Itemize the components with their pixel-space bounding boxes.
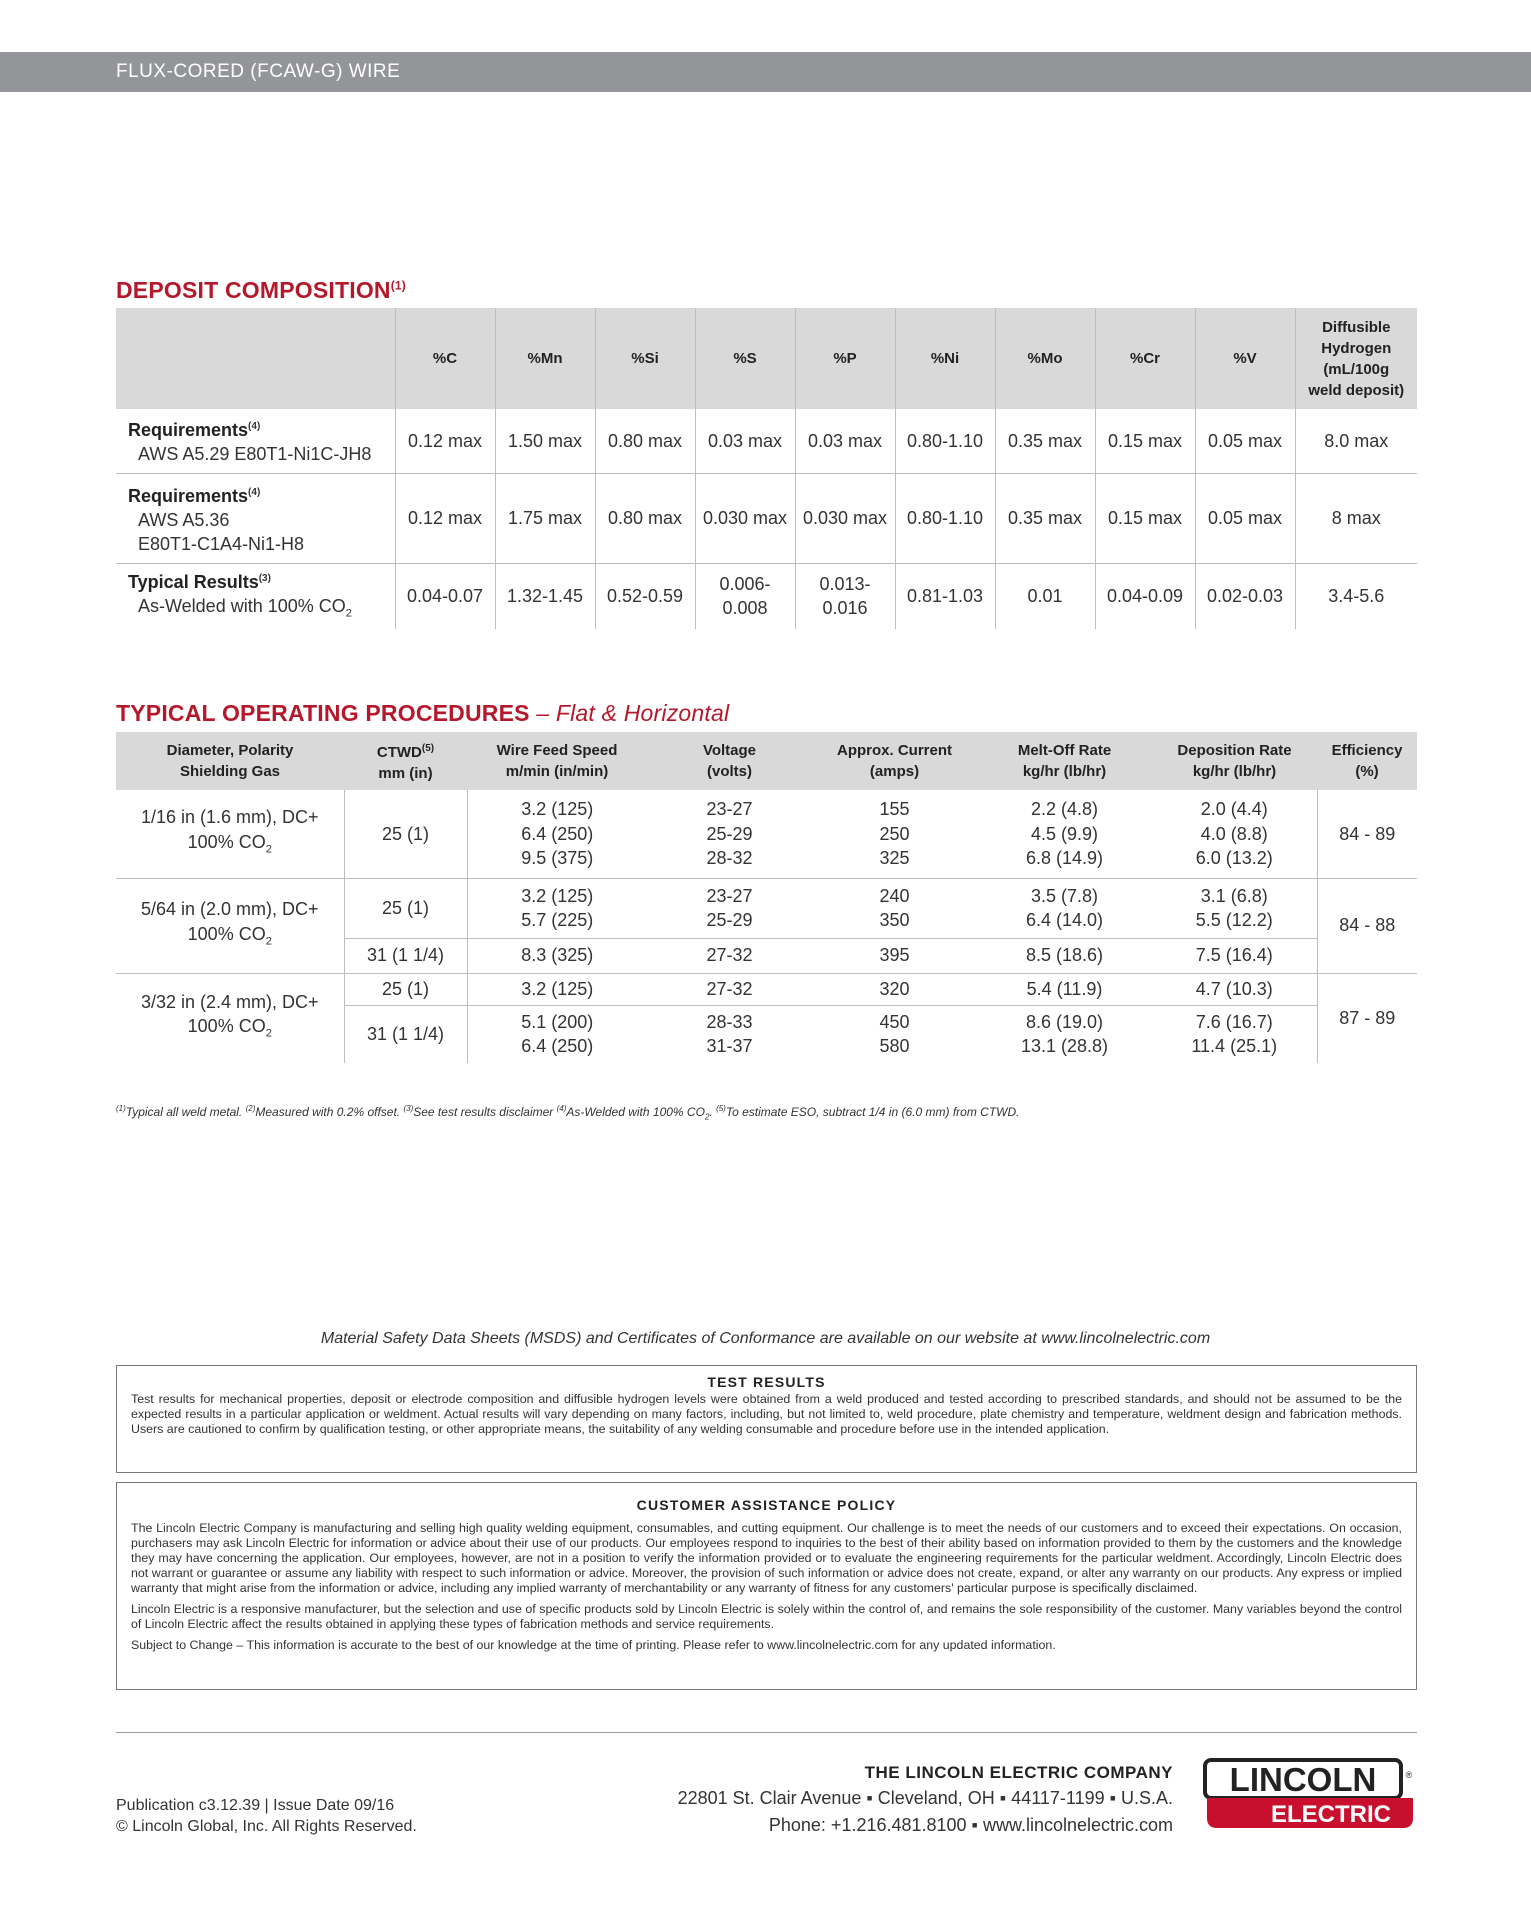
cell: 8.6 (19.0) 13.1 (28.8) xyxy=(977,1005,1152,1063)
cell: 8.5 (18.6) xyxy=(977,938,1152,973)
cell: 4.7 (10.3) xyxy=(1195,978,1273,999)
col-cr: %Cr xyxy=(1095,308,1195,409)
cell: 23-27 25-29 28-32 xyxy=(706,799,753,868)
col-p: %P xyxy=(795,308,895,409)
cell: 450 580 xyxy=(812,1005,977,1063)
diameter-cell: 3/32 in (2.4 mm), DC+ 100% $CO_2$ xyxy=(140,991,319,1041)
cell: 27-32 xyxy=(706,978,753,999)
policy-paragraph: Lincoln Electric is a responsive manufacturer, but the selection and use of specific products sold by Lincoln Electric is solely within the control of, and remains the sole responsibility of the customer. Many variables beyond the control of Lincoln Electric affect the results obtained in applying these types of fabrication methods and service requirements. xyxy=(131,1602,1402,1631)
cell: 3.5 (7.8) 6.4 (14.0) xyxy=(1025,885,1104,930)
cell: 2.2 (4.8) 4.5 (9.9) 6.8 (14.9) xyxy=(1025,799,1104,868)
col-ni: %Ni xyxy=(895,308,995,409)
cell: 3.2 (125) 5.7 (225) xyxy=(467,878,647,938)
cell: 0.12 max xyxy=(395,473,495,563)
cell: 5.4 (11.9) xyxy=(1026,978,1103,999)
table-row xyxy=(116,473,1417,563)
col-wfs: Wire Feed Speed m/min (in/min) xyxy=(467,732,647,790)
cell: 8.0 max xyxy=(1295,409,1417,473)
cell: 1.75 max xyxy=(495,473,595,563)
cell: 2.0 (4.4) 4.0 (8.8) 6.0 (13.2) xyxy=(1195,799,1273,868)
cell: 0.52-0.59 xyxy=(595,563,695,629)
cell: 0.03 max xyxy=(695,409,795,473)
col-si: %Si xyxy=(595,308,695,409)
cell: 0.35 max xyxy=(995,473,1095,563)
col-melt: Melt-Off Rate kg/hr (lb/hr) xyxy=(977,732,1152,790)
table-row xyxy=(116,878,1417,938)
cell: 0.02-0.03 xyxy=(1195,563,1295,629)
cell: 31 (1 1/4) xyxy=(344,938,467,973)
cell: 0.80-1.10 xyxy=(895,409,995,473)
col-diameter: Diameter, Polarity Shielding Gas xyxy=(116,732,344,790)
cell: 7.5 (16.4) xyxy=(1152,938,1317,973)
col-s: %S xyxy=(695,308,795,409)
cell: 155 250 325 xyxy=(879,799,910,868)
cell: 0.013- 0.016 xyxy=(795,563,895,629)
col-deposition: Deposition Rate kg/hr (lb/hr) xyxy=(1152,732,1317,790)
table-row xyxy=(116,790,1417,878)
cell: 0.01 xyxy=(995,563,1095,629)
logo-bottom-text: ELECTRIC xyxy=(1271,1801,1391,1828)
cell: 31 (1 1/4) xyxy=(344,1005,467,1063)
row-label: Typical Results$^{(3)}$ As-Welded with 100% $CO_2$ xyxy=(128,571,352,620)
cell: 0.030 max xyxy=(695,473,795,563)
test-results-box xyxy=(116,1365,1417,1473)
cell: 25 (1) xyxy=(344,878,467,938)
customer-policy-box xyxy=(116,1482,1417,1690)
customer-policy-title: CUSTOMER ASSISTANCE POLICY xyxy=(636,1497,897,1513)
cell: 0.35 max xyxy=(995,409,1095,473)
cell: 8 max xyxy=(1295,473,1417,563)
col-mn: %Mn xyxy=(495,308,595,409)
header-title: FLUX-CORED (FCAW-G) WIRE xyxy=(116,61,401,82)
diameter-cell: 5/64 in (2.0 mm), DC+ 100% $CO_2$ xyxy=(140,899,319,948)
cell: 3.1 (6.8) 5.5 (12.2) xyxy=(1195,885,1273,930)
cell: 0.80 max xyxy=(595,473,695,563)
cell: 28-33 31-37 xyxy=(647,1005,812,1063)
col-v: %V xyxy=(1195,308,1295,409)
col-voltage: Voltage (volts) xyxy=(647,732,812,790)
cell: 0.81-1.03 xyxy=(895,563,995,629)
footnotes: $^{(1)}$Typical all weld metal. $^{(2)}$Measured with 0.2% offset. $^{(3)}$See test results disclaimer $^{(4)}$As-Welded with 100% $CO_2$. $^{(5)}$To estimate ESO, subtract 1/4 in (6.0 mm) from CTWD. xyxy=(116,1104,1020,1122)
row-label: Requirements$^{(4)}$ AWS A5.29 E80T1-Ni1C-JH8 xyxy=(128,420,372,465)
header-bar xyxy=(0,52,1531,92)
col-c: %C xyxy=(395,308,495,409)
deposit-title: DEPOSIT COMPOSITION$^{(1)}$ xyxy=(116,277,406,303)
col-hydrogen: Diffusible Hydrogen (mL/100g weld deposit) xyxy=(1295,308,1417,409)
cell: 0.030 max xyxy=(795,473,895,563)
table-row xyxy=(116,409,1417,473)
col-ctwd: CTWD$^{(5)}$ mm (in) xyxy=(344,732,467,790)
procedures-table xyxy=(116,732,1417,1063)
cell: 8.3 (325) xyxy=(467,938,647,973)
cell: 0.04-0.09 xyxy=(1095,563,1195,629)
cell: 395 xyxy=(812,938,977,973)
logo-mark: ® xyxy=(1405,1770,1413,1780)
cell: 0.006- 0.008 xyxy=(695,563,795,629)
cell: 7.6 (16.7) 11.4 (25.1) xyxy=(1152,1005,1317,1063)
cell: 1.32-1.45 xyxy=(495,563,595,629)
divider xyxy=(116,1732,1417,1733)
diameter-cell: 1/16 in (1.6 mm), DC+ 100% $CO_2$ xyxy=(140,807,319,856)
test-results-text: Test results for mechanical properties, deposit or electrode composition and diffusible hydrogen levels were obtained from a weld produced and tested according to prescribed standards, and should not be assumed to be the expected results in a particular application or weldment. Actual results will vary depending on many factors, including, but not limited to, weld procedure, plate chemistry and temperature, weldment design and fabrication methods. Users are cautioned to confirm by qualification testing, or other appropriate means, the suitability of any welding consumable and procedure before use in the intended application. xyxy=(131,1392,1402,1436)
cell: 25 (1) xyxy=(344,790,467,878)
cell: 0.05 max xyxy=(1195,473,1295,563)
cell: 25 (1) xyxy=(344,973,467,1005)
row-label: Requirements$^{(4)}$ AWS A5.36 E80T1-C1A4-Ni1-H8 xyxy=(128,485,305,554)
cell: 84 - 88 xyxy=(1317,878,1417,973)
cell: 84 - 89 xyxy=(1317,790,1417,878)
cell: 5.1 (200) 6.4 (250) xyxy=(467,1005,647,1063)
policy-paragraph: Subject to Change – This information is accurate to the best of our knowledge at the time of printing. Please refer to www.lincolnelectric.com for any updated information. xyxy=(131,1638,1056,1652)
cell: 0.80-1.10 xyxy=(895,473,995,563)
procedures-title: TYPICAL OPERATING PROCEDURES – Flat & Horizontal xyxy=(116,700,730,726)
policy-paragraph: The Lincoln Electric Company is manufacturing and selling high quality welding equipment, consumables, and cutting equipment. Our challenge is to meet the needs of our customers and to exceed their expectations. On occasion, purchasers may ask Lincoln Electric for information or advice about their use of our products. Our employees respond to inquiries to the best of their ability based on information provided to them by the customers and the knowledge they may have concerning the application. Our employees, however, are not in a position to verify the information provided or to evaluate the engineering requirements for the particular weldment. Accordingly, Lincoln Electric does not warrant or guarantee or assume any liability with respect to such information or advice. Moreover, the provision of such information or advice does not create, expand, or alter any warranty on our products. Any express or implied warranty that might arise from the information or advice, including any implied warranty of merchantability or any warranty of fitness for any customers' particular purpose is specifically disclaimed. xyxy=(131,1521,1402,1595)
cell: 0.04-0.07 xyxy=(395,563,495,629)
col-mo: %Mo xyxy=(995,308,1095,409)
cell: 0.03 max xyxy=(795,409,895,473)
cell: 3.2 (125) xyxy=(467,973,647,1005)
cell: 3.2 (125) 6.4 (250) 9.5 (375) xyxy=(467,790,647,878)
cell: 0.12 max xyxy=(395,409,495,473)
cell: 23-27 25-29 xyxy=(706,885,753,930)
cell: 0.80 max xyxy=(595,409,695,473)
deposit-table xyxy=(116,308,1417,629)
test-results-title: TEST RESULTS xyxy=(707,1374,826,1390)
lincoln-electric-logo xyxy=(1201,1758,1417,1830)
logo-top-text: LINCOLN xyxy=(1229,1761,1377,1798)
company-info: THE LINCOLN ELECTRIC COMPANY 22801 St. Clair Avenue ▪ Cleveland, OH ▪ 44117-1199 ▪ U.S.A. Phone: +1.216.481.8100 ▪ www.lincolnelectric.com xyxy=(677,1763,1173,1835)
cell: 87 - 89 xyxy=(1317,973,1417,1063)
cell: 0.15 max xyxy=(1095,409,1195,473)
cell: 3.4-5.6 xyxy=(1295,563,1417,629)
cell: 320 xyxy=(879,978,910,999)
cell: 0.15 max xyxy=(1095,473,1195,563)
header-blank xyxy=(116,308,395,409)
cell: 240 350 xyxy=(879,885,910,930)
msds-note: Material Safety Data Sheets (MSDS) and Certificates of Conformance are available on our website at www.lincolnelectric.com xyxy=(320,1330,1211,1347)
col-efficiency: Efficiency (%) xyxy=(1317,732,1417,790)
table-row xyxy=(116,563,1417,629)
cell: 27-32 xyxy=(647,938,812,973)
publication-info: Publication c3.12.39 | Issue Date 09/16 © Lincoln Global, Inc. All Rights Reserved. xyxy=(116,1797,417,1835)
col-current: Approx. Current (amps) xyxy=(812,732,977,790)
cell: 0.05 max xyxy=(1195,409,1295,473)
cell: 1.50 max xyxy=(495,409,595,473)
table-row xyxy=(116,973,1417,1005)
